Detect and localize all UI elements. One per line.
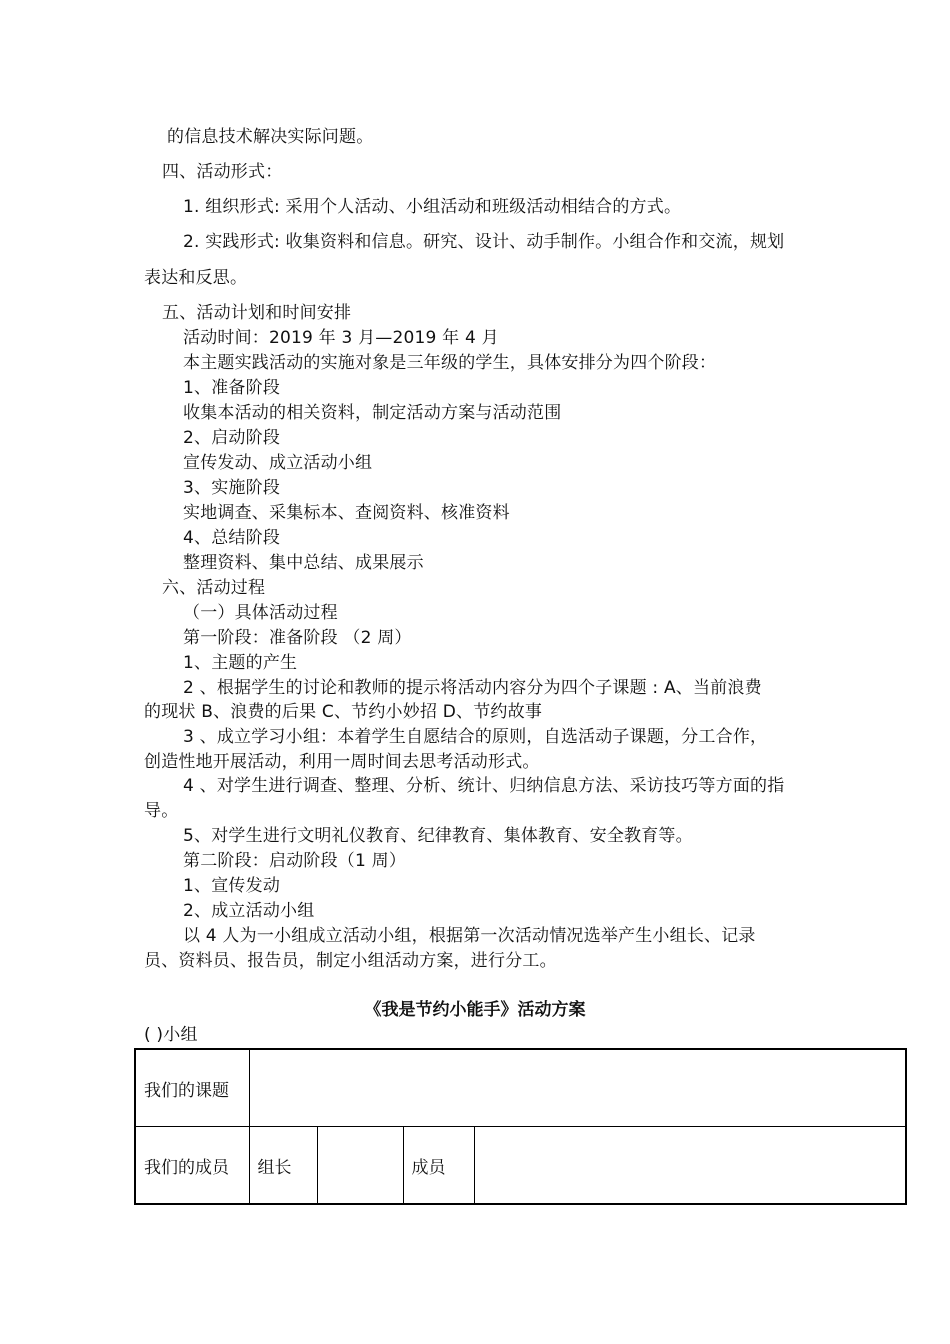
topic-label-cell: 我们的课题 bbox=[135, 1049, 249, 1127]
body-line: 3 、成立学习小组：本着学生自愿结合的原则，自选活动子课题，分工合作， bbox=[183, 727, 768, 747]
table-row bbox=[135, 1127, 906, 1205]
body-line: 1. 组织形式: 采用个人活动、小组活动和班级活动相结合的方式。 bbox=[183, 197, 682, 217]
plan-title: 《我是节约小能手》活动方案 bbox=[364, 1000, 586, 1020]
body-line: 2. 实践形式: 收集资料和信息。研究、设计、动手制作。小组合作和交流，规划 bbox=[183, 232, 785, 252]
body-line: 创造性地开展活动，利用一周时间去思考活动形式。 bbox=[144, 752, 540, 772]
body-line: 4 、对学生进行调查、整理、分析、统计、归纳信息方法、采访技巧等方面的指 bbox=[183, 776, 785, 796]
body-line: 2、成立活动小组 bbox=[183, 901, 315, 921]
body-line: 实地调查、采集标本、查阅资料、核准资料 bbox=[183, 503, 510, 523]
members-sub-label-cell: 成员 bbox=[403, 1127, 474, 1205]
group-label: ( )小组 bbox=[144, 1025, 198, 1045]
body-line: 2、启动阶段 bbox=[183, 428, 281, 448]
body-line: 5、对学生进行文明礼仪教育、纪律教育、集体教育、安全教育等。 bbox=[183, 826, 693, 846]
body-line: 收集本活动的相关资料，制定活动方案与活动范围 bbox=[183, 403, 562, 423]
members-label-cell: 我们的成员 bbox=[135, 1127, 249, 1205]
topic-value-cell[interactable] bbox=[249, 1049, 906, 1127]
body-line: 4、总结阶段 bbox=[183, 528, 281, 548]
body-line: 3、实施阶段 bbox=[183, 478, 281, 498]
body-line: 2 、根据学生的讨论和教师的提示将活动内容分为四个子课题 : A、当前浪费 bbox=[183, 678, 762, 698]
leader-value-cell[interactable] bbox=[317, 1127, 403, 1205]
body-line: 表达和反思。 bbox=[144, 268, 248, 288]
body-line: 第二阶段：启动阶段（1 周） bbox=[183, 851, 407, 871]
body-line: 1、主题的产生 bbox=[183, 653, 298, 673]
body-line: 整理资料、集中总结、成果展示 bbox=[183, 553, 424, 573]
members-value-cell[interactable] bbox=[474, 1127, 906, 1205]
body-line: 1、准备阶段 bbox=[183, 378, 281, 398]
body-line: 的现状 B、浪费的后果 C、节约小妙招 D、节约故事 bbox=[144, 702, 543, 722]
section-heading: 四、活动形式： bbox=[162, 162, 283, 182]
body-line: 活动时间：2019 年 3 月—2019 年 4 月 bbox=[183, 328, 499, 348]
activity-plan-table bbox=[134, 1048, 907, 1205]
section-heading: 六、活动过程 bbox=[162, 578, 266, 598]
table-row bbox=[135, 1049, 906, 1127]
body-line: （一）具体活动过程 bbox=[183, 603, 338, 623]
body-line: 本主题实践活动的实施对象是三年级的学生，具体安排分为四个阶段： bbox=[183, 353, 717, 373]
leader-label-cell: 组长 bbox=[249, 1127, 317, 1205]
body-line: 的信息技术解决实际问题。 bbox=[167, 127, 374, 147]
body-line: 1、宣传发动 bbox=[183, 876, 281, 896]
body-line: 以 4 人为一小组成立活动小组，根据第一次活动情况选举产生小组长、记录 bbox=[183, 926, 756, 946]
body-line: 宣传发动、成立活动小组 bbox=[183, 453, 373, 473]
body-line: 员、资料员、报告员，制定小组活动方案，进行分工。 bbox=[144, 951, 557, 971]
body-line: 导。 bbox=[144, 801, 179, 821]
section-heading: 五、活动计划和时间安排 bbox=[162, 303, 352, 323]
body-line: 第一阶段：准备阶段 （2 周） bbox=[183, 628, 412, 648]
